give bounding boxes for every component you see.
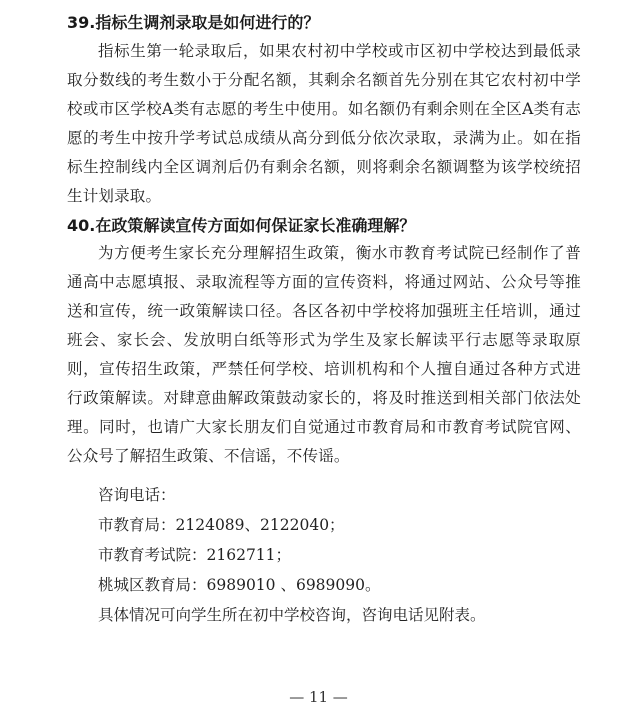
contact-exam-institute: 市教育考试院：2162711； [98,546,292,564]
section-40-heading: 40.在政策解读宣传方面如何保证家长准确理解？ [67,216,416,235]
section-39-body: 指标生第一轮录取后，如果农村初中学校或市区初中学校达到最低录取分数线的考生数小于分配名额，其剩余名额首先分别在其它农村初中学校或市区学校A类有志愿的考生中使用。如名额仍有剩余则在全区A类有志愿的考生中按升学考试总成绩从高分到低分依次录取，录满为止。如在指标生控制线内全区调剂后仍有剩余名额，则将剩余名额调整为该学校统招生计划录取。 [67,42,581,205]
contact-taocheng-education-bureau: 桃城区教育局：6989010 、6989090。 [98,576,381,594]
section-39-heading: 39.指标生调剂录取是如何进行的？ [67,13,320,32]
page-number: — 11 — [289,688,348,706]
contact-city-education-bureau: 市教育局：2124089、2122040； [98,516,345,534]
section-40-body: 为方便考生家长充分理解招生政策，衡水市教育考试院已经制作了普通高中志愿填报、录取流程等方面的宣传资料，将通过网站、公众号等推送和宣传，统一政策解读口径。各区各初中学校将加强班主任培训，通过班会、家长会、发放明白纸等形式为学生及家长解读平行志愿等录取原则，宣传招生政策，严禁任何学校、培训机构和个人擅自通过各种方式进行政策解读。对肆意曲解政策鼓动家长的，将及时推送到相关部门依法处理。同时，也请广大家长朋友们自觉通过市教育局和市教育考试院官网、公众号了解招生政策、不信谣，不传谣。 [67,244,581,465]
contact-label: 咨询电话： [98,486,176,504]
contact-note: 具体情况可向学生所在初中学校咨询，咨询电话见附表。 [98,606,486,624]
